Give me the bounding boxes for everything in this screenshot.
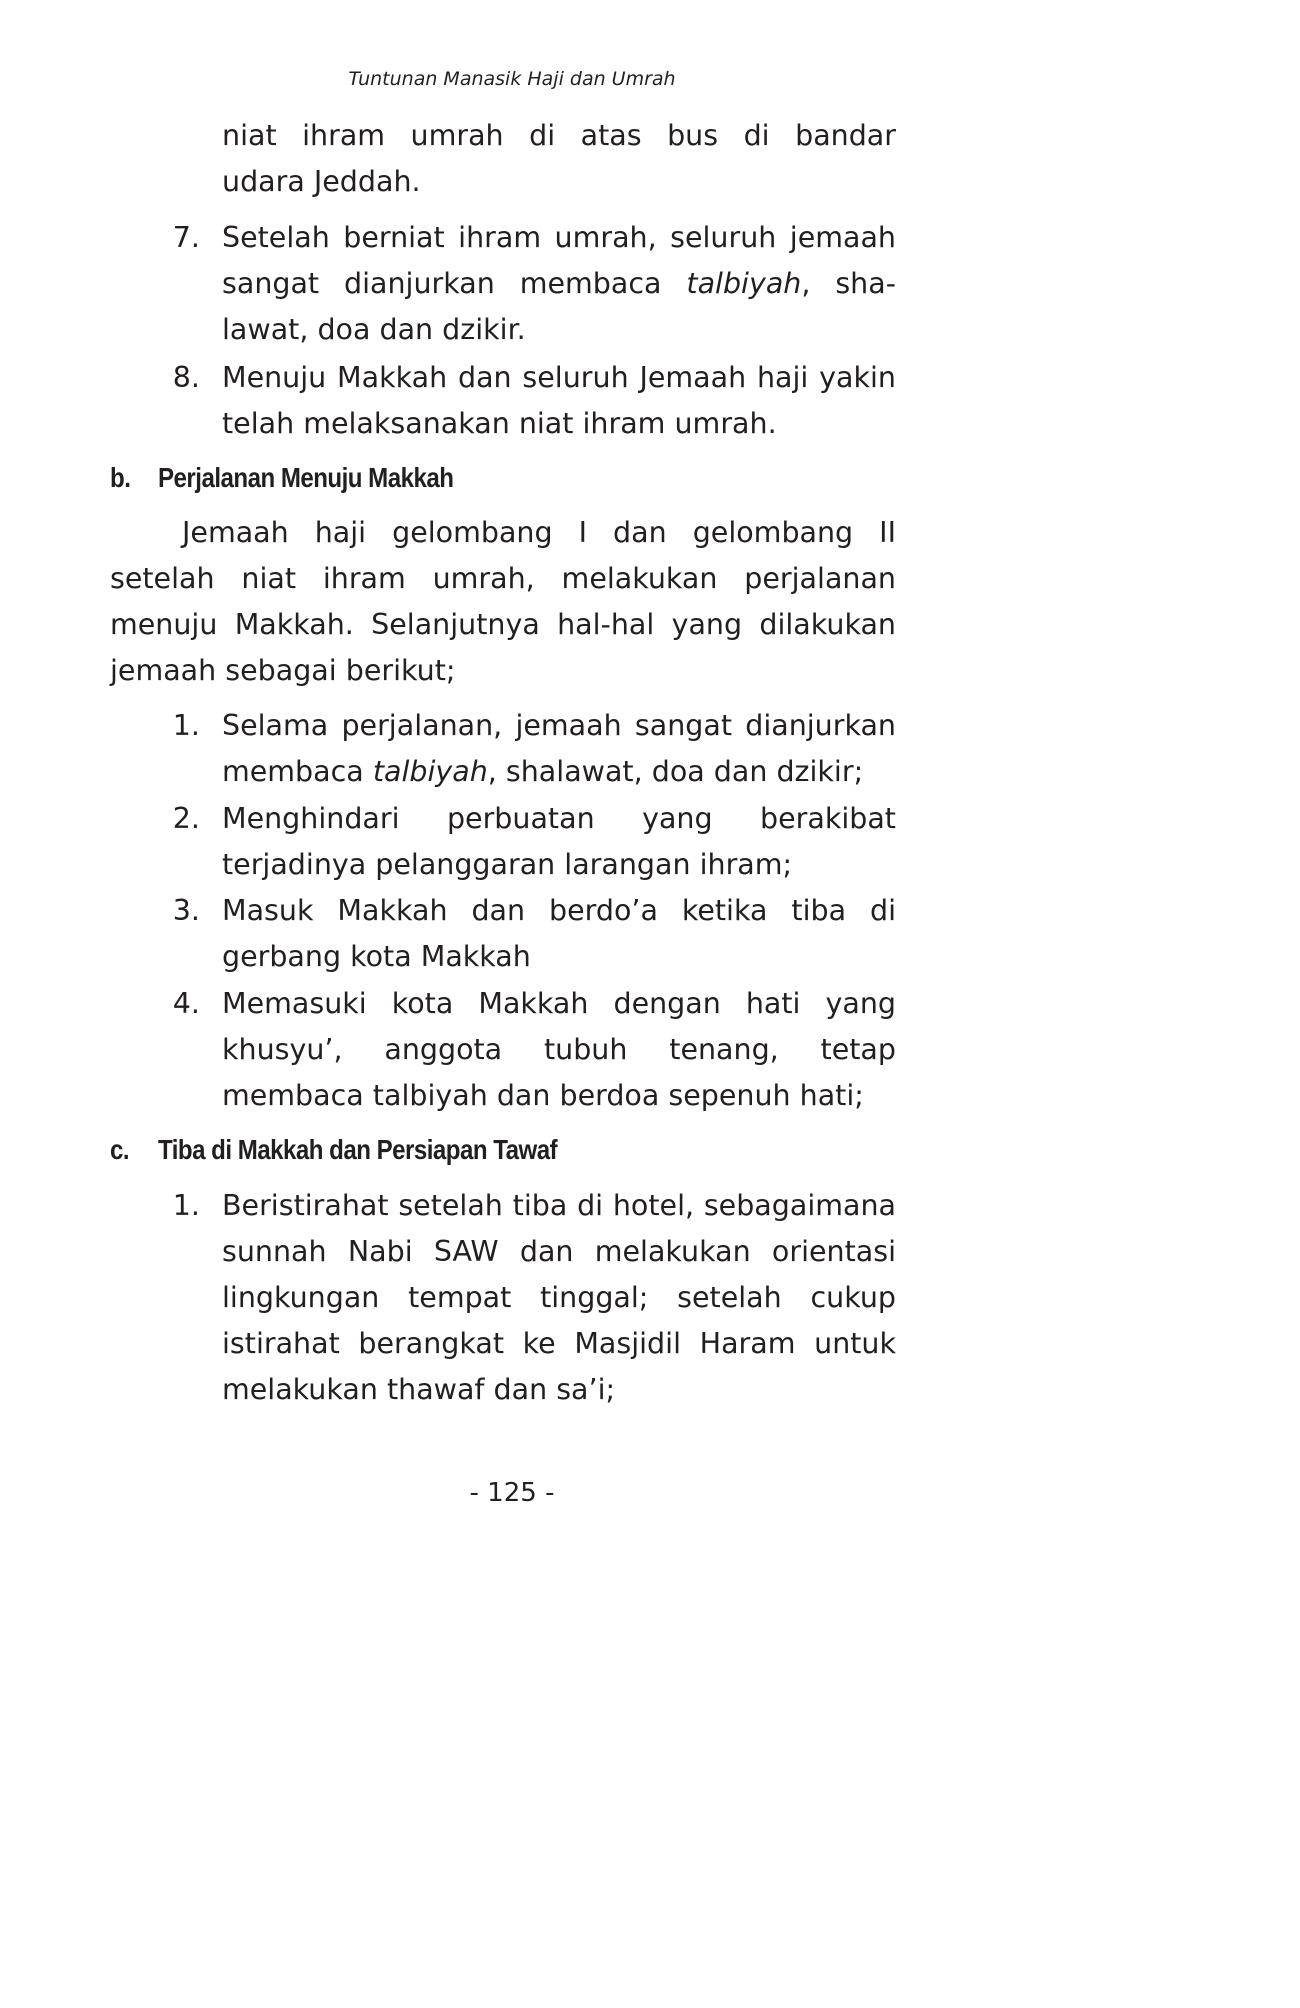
- list-item-number: 1.: [172, 1189, 200, 1222]
- emphasis-term: talbiyah: [686, 267, 802, 300]
- list-item-text: Menghindari perbuatan yang berakibat terjadinya pelanggaran larangan ihram;: [222, 802, 896, 881]
- section-heading: Perjalanan Menuju Makkah: [158, 462, 454, 493]
- list-item-text: Setelah berniat ihram umrah, seluruh jemaah sangat dianjurkan membaca: [222, 221, 896, 300]
- list-item-text: Memasuki kota Makkah dengan hati yang khusyu’, anggota tubuh tenang, tetap membaca talbiyah dan berdoa sepenuh hati;: [222, 987, 896, 1112]
- list-item-text: Beristirahat setelah tiba di hotel, sebagaimana sunnah Nabi SAW dan melakukan orientasi lingkungan tempat tinggal; setelah cukup istirahat berangkat ke Masjidil Haram untuk melakukan thawaf dan sa’i;: [222, 1189, 896, 1406]
- section-letter: c.: [110, 1134, 130, 1165]
- page-number: - 125 -: [469, 1478, 555, 1508]
- continuation-line-2: udara Jeddah.: [222, 165, 421, 198]
- section-letter: b.: [110, 462, 131, 493]
- continuation-line-1: niat ihram umrah di atas bus di bandar: [222, 119, 896, 152]
- list-item-text: , sha-lawat, doa dan dzikir.: [222, 267, 896, 346]
- list-item-number: 8.: [172, 361, 200, 394]
- list-item-number: 7.: [172, 221, 200, 254]
- emphasis-term: talbiyah: [372, 755, 488, 788]
- list-item: [222, 703, 896, 795]
- list-item-text: Selama perjalanan, jemaah sangat dianjurkan membaca: [222, 709, 896, 788]
- running-header: Tuntunan Manasik Haji dan Umrah: [348, 68, 676, 90]
- list-item-text: Menuju Makkah dan seluruh Jemaah haji yakin telah melaksanakan niat ihram umrah.: [222, 361, 896, 440]
- list-item-text: , shalawat, doa dan dzikir;: [487, 755, 864, 788]
- list-item-number: 1.: [172, 709, 200, 742]
- list-item-number: 3.: [172, 894, 200, 927]
- list-item-number: 2.: [172, 802, 200, 835]
- list-item: [222, 215, 896, 353]
- continuation-text: [222, 113, 896, 205]
- list-item-text: Masuk Makkah dan berdo’a ketika tiba di gerbang kota Makkah: [222, 894, 896, 973]
- section-heading: Tiba di Makkah dan Persiapan Tawaf: [158, 1134, 558, 1165]
- section-paragraph: Jemaah haji gelombang I dan gelombang II setelah niat ihram umrah, melakukan perjalanan menuju Makkah. Selanjutnya hal-hal yang dilakukan jemaah sebagai berikut;: [110, 516, 896, 687]
- list-item-number: 4.: [172, 987, 200, 1020]
